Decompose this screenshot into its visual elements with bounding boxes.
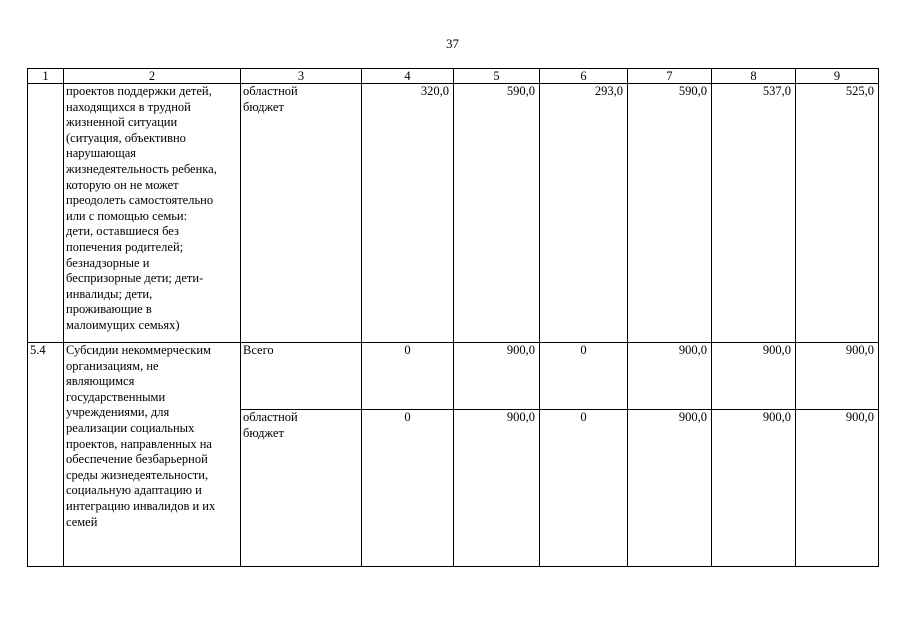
- header-cell: 2: [64, 69, 241, 84]
- header-cell: 8: [712, 69, 796, 84]
- page-number: 37: [446, 36, 459, 51]
- description-cell: Субсидии некоммерческим организациям, не являющимся государственными учреждениями, для реализации социальных проектов, направленных на обеспечение безбарьерной среды жизнедеятельности, социальную адаптацию и интеграцию инвалидов и их семей: [64, 343, 241, 567]
- value-cell: 293,0: [540, 84, 628, 343]
- value-cell: 320,0: [362, 84, 454, 343]
- value-cell: 525,0: [796, 84, 879, 343]
- value-cell: 900,0: [454, 343, 540, 410]
- header-cell: 6: [540, 69, 628, 84]
- header-cell: 4: [362, 69, 454, 84]
- value-cell: 900,0: [712, 410, 796, 567]
- header-cell: 9: [796, 69, 879, 84]
- value-cell: 900,0: [712, 343, 796, 410]
- value-cell: 0: [540, 343, 628, 410]
- value-cell: 900,0: [796, 410, 879, 567]
- header-cell: 1: [28, 69, 64, 84]
- table-header-row: [28, 69, 879, 84]
- value-cell: 900,0: [796, 343, 879, 410]
- table-row: [28, 343, 879, 410]
- funding-source-cell: Всего: [241, 343, 362, 410]
- value-cell: 900,0: [628, 410, 712, 567]
- funding-source-cell: областной бюджет: [241, 410, 362, 567]
- table-row: [28, 84, 879, 343]
- value-cell: 900,0: [454, 410, 540, 567]
- row-number-cell: 5.4: [28, 343, 64, 567]
- value-cell: 0: [362, 343, 454, 410]
- value-cell: 590,0: [628, 84, 712, 343]
- header-cell: 7: [628, 69, 712, 84]
- header-cell: 3: [241, 69, 362, 84]
- value-cell: 0: [362, 410, 454, 567]
- budget-table: [27, 68, 879, 567]
- description-cell: проектов поддержки детей, находящихся в трудной жизненной ситуации (ситуация, объективно нарушающая жизнедеятельность ребенка, которую он не может преодолеть самостоятельно или с помощью семьи: дети, оставшиеся без попечения родителей; безнадзорные и беспризорные дети; дети- инвалиды; дети, проживающие в малоимущих семьях): [64, 84, 241, 343]
- row-number-cell: [28, 84, 64, 343]
- value-cell: 537,0: [712, 84, 796, 343]
- funding-source-cell: областной бюджет: [241, 84, 362, 343]
- value-cell: 900,0: [628, 343, 712, 410]
- value-cell: 0: [540, 410, 628, 567]
- header-cell: 5: [454, 69, 540, 84]
- value-cell: 590,0: [454, 84, 540, 343]
